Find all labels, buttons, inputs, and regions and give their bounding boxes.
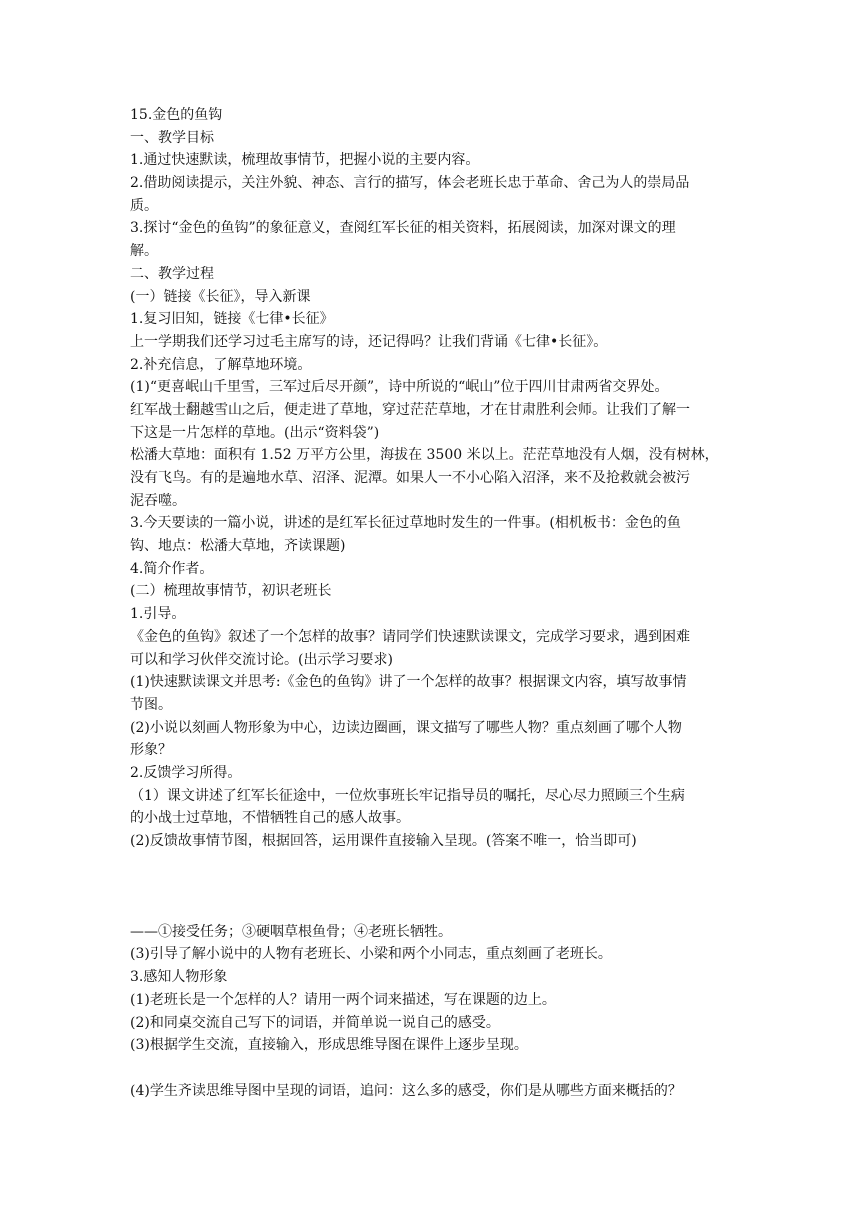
text-line: 二、教学过程 <box>130 265 214 282</box>
text-line: 的小战士过草地，不惜牺牲自己的感人故事。 <box>130 810 410 827</box>
text-block-top <box>130 104 730 853</box>
text-line: 2.借助阅读提示，关注外貌、神态、言行的描写，体会老班长忠于革命、舍己为人的崇局品 <box>130 175 690 192</box>
text-line: 3.今天要读的一篇小说，讲述的是红军长征过草地时发生的一件事。(相机板书：金色的鱼 <box>130 515 681 532</box>
blank-space <box>130 875 730 898</box>
text-line: (2)小说以刻画人物形象为中心，边读边圈画，课文描写了哪些人物？重点刻画了哪个人物 <box>130 719 682 736</box>
text-line: 解。 <box>130 243 158 260</box>
text-line: 节图。 <box>130 696 172 713</box>
text-line: (1)快速默读课文并思考:《金色的鱼钩》讲了一个怎样的故事？根据课文内容，填写故事情 <box>130 674 687 691</box>
text-line: (二）梳理故事情节，初识老班长 <box>130 583 332 600</box>
text-line: (3)根据学生交流，直接输入，形成思维导图在课件上逐步呈现。 <box>130 1037 528 1054</box>
text-line: 钩、地点：松潘大草地，齐读课题) <box>130 538 346 555</box>
text-line: （1）课文讲述了红军长征途中，一位炊事班长牢记指导员的嘱托，尽心尽力照顾三个生病 <box>130 787 685 804</box>
text-line: (3)引导了解小说中的人物有老班长、小梁和两个小同志，重点刻画了老班长。 <box>130 946 612 963</box>
text-line: 1.引导。 <box>130 606 186 623</box>
text-line: 上一学期我们还学习过毛主席写的诗，还记得吗？让我们背诵《七律•长征》。 <box>130 333 608 350</box>
text-line: 没有飞鸟。有的是遍地水草、沼泽、泥潭。如果人一不小心陷入沼泽，来不及抢救就会被污 <box>130 470 690 486</box>
text-line: 质。 <box>130 197 158 214</box>
text-line: 4.简介作者。 <box>130 560 214 577</box>
text-line: 形象？ <box>130 742 172 759</box>
text-line: (1)“更喜岷山千里雪，三军过后尽开颜”，诗中所说的“岷山”位于四川甘肃两省交界处。 <box>130 379 669 396</box>
text-line: 可以和学习伙伴交流讨论。(出示学习要求) <box>130 651 393 668</box>
text-line: 3.探讨“金色的鱼钩”的象征意义，查阅红军长征的相关资料，拓展阅读，加深对课文的理 <box>130 220 676 237</box>
text-line: ——①接受任务；③硬咽草根鱼骨；④老班长牺牲。 <box>130 923 452 940</box>
text-line: 一、教学目标 <box>130 129 214 146</box>
text-line: 红军战士翻越雪山之后，便走进了草地，穿过茫茫草地，才在甘肃胜利会师。让我们了解一 <box>130 401 690 418</box>
blank-space <box>130 1057 730 1080</box>
text-line: 泥吞噬。 <box>130 492 186 509</box>
text-line: 松潘大草地：面积有 1.52 万平方公里，海拔在 3500 米以上。茫茫草地没有人烟，没有树林， <box>130 447 719 464</box>
text-line: 1.复习旧知，链接《七律•长征》 <box>130 311 334 328</box>
blank-space <box>130 853 730 876</box>
text-line: 《金色的鱼钩》叙述了一个怎样的故事？请同学们快速默读课文，完成学习要求，遇到困难 <box>130 628 690 645</box>
text-line: (一）链接《长征》，导入新课 <box>130 288 311 305</box>
text-block-bottom <box>130 921 730 1057</box>
text-line: 3.感知人物形象 <box>130 969 228 986</box>
text-line: 下这是一片怎样的草地。(出示“资料袋”) <box>130 424 380 441</box>
text-line: 15.金色的鱼钩 <box>130 107 223 123</box>
text-line: (2)反馈故事情节图，根据回答，运用课件直接输入呈现。(答案不唯一，恰当即可) <box>130 833 637 849</box>
text-line: (2)和同桌交流自己写下的词语，并简单说一说自己的感受。 <box>130 1014 500 1031</box>
text-line: 1.通过快速默读，梳理故事情节，把握小说的主要内容。 <box>130 152 480 169</box>
text-line: 2.反馈学习所得。 <box>130 764 242 781</box>
text-line: (4)学生齐读思维导图中呈现的词语，追问：这么多的感受，你们是从哪些方面来概括的？ <box>130 1082 682 1099</box>
blank-space <box>130 898 730 921</box>
text-line: 2.补充信息，了解草地环境。 <box>130 356 312 373</box>
document-page <box>130 104 730 1102</box>
text-line: (1)老班长是一个怎样的人？请用一两个词来描述，写在课题的边上。 <box>130 991 556 1008</box>
